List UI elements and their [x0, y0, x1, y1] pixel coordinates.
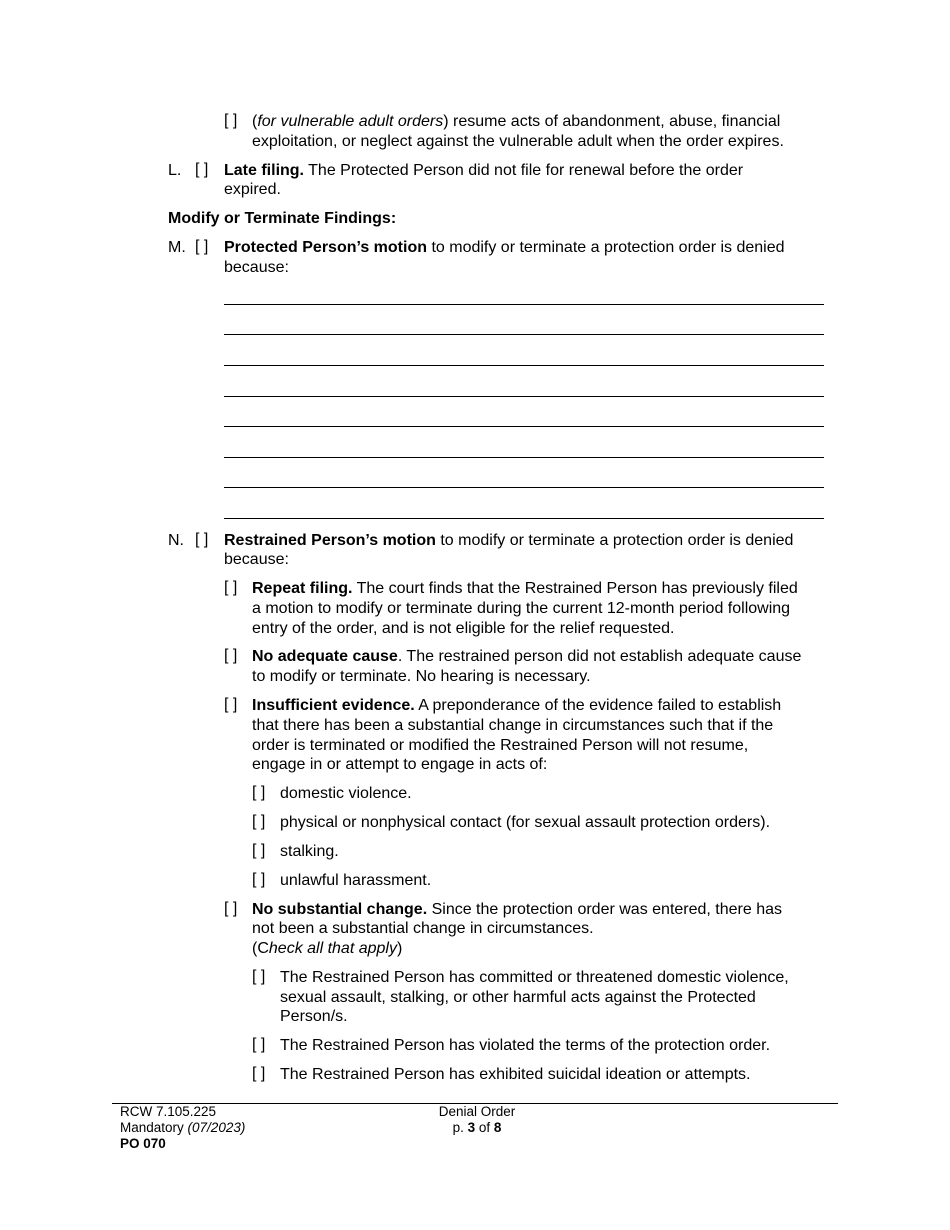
page-of: of	[475, 1120, 494, 1135]
no-cause-text-2: to modify or terminate. No hearing is necessary.	[252, 668, 591, 685]
checkbox[interactable]: [ ]	[195, 161, 209, 178]
option-suicidal: The Restrained Person has exhibited suicidal ideation or attempts.	[280, 1066, 751, 1083]
footer-form-number: PO 070	[120, 1136, 166, 1151]
footer-date: (07/2023)	[187, 1120, 246, 1135]
page-total: 8	[493, 1120, 502, 1135]
insufficient-text-4: engage in or attempt to engage in acts of:	[252, 756, 548, 773]
protected-motion-text	[224, 238, 785, 258]
repeat-filing-text-2: a motion to modify or terminate during the current 12-month period following	[252, 600, 791, 617]
check-all-instruction	[252, 939, 402, 959]
check-prefix: (C	[252, 940, 269, 957]
check-italic: heck all that apply	[268, 940, 397, 957]
option-violated: The Restrained Person has violated the terms of the protection order.	[280, 1037, 771, 1054]
late-filing-text	[224, 161, 743, 181]
vulnerable-italic: for vulnerable adult orders	[257, 113, 444, 130]
section-heading: Modify or Terminate Findings:	[168, 210, 397, 227]
no-change-text	[252, 900, 782, 920]
option-stalking: stalking.	[280, 843, 339, 860]
insufficient-text	[252, 696, 781, 716]
repeat-filing-label: Repeat filing.	[252, 580, 353, 597]
no-cause-text	[252, 647, 801, 667]
blank-line[interactable]	[224, 518, 824, 519]
insufficient-text-2: that there has been a substantial change in circumstances such that if the	[252, 717, 774, 734]
checkbox[interactable]: [ ]	[252, 871, 266, 888]
footer-mandatory-label: Mandatory	[120, 1120, 188, 1135]
late-filing-label: Late filing.	[224, 162, 304, 179]
repeat-filing-text-1: The court finds that the Restrained Person has previously filed	[352, 580, 798, 597]
insufficient-text-1: A preponderance of the evidence failed to establish	[414, 697, 782, 714]
no-change-text-1: Since the protection order was entered, there has	[427, 901, 783, 918]
no-cause-label: No adequate cause	[252, 648, 398, 665]
footer-rcw: RCW 7.105.225	[120, 1104, 217, 1119]
checkbox[interactable]: [ ]	[195, 531, 209, 548]
footer-title: Denial Order	[438, 1104, 516, 1119]
vulnerable-text-2: exploitation, or neglect against the vulnerable adult when the order expires.	[252, 133, 784, 150]
late-filing-text-2: expired.	[224, 181, 281, 198]
no-change-text-2: not been a substantial change in circumstances.	[252, 920, 594, 937]
option-harassment: unlawful harassment.	[280, 872, 432, 889]
checkbox[interactable]: [ ]	[224, 900, 238, 917]
footer-mandatory	[120, 1120, 245, 1136]
footer-left	[120, 1104, 245, 1152]
blank-line[interactable]	[224, 426, 824, 427]
item-letter-m: M.	[168, 239, 186, 256]
footer-center	[437, 1104, 517, 1136]
repeat-filing-text	[252, 579, 798, 599]
blank-line[interactable]	[224, 396, 824, 397]
footer-page	[437, 1120, 517, 1136]
insufficient-label: Insufficient evidence.	[252, 697, 415, 714]
check-suffix: )	[396, 940, 403, 957]
checkbox[interactable]: [ ]	[252, 842, 266, 859]
repeat-filing-text-3: entry of the order, and is not eligible for the relief requested.	[252, 620, 675, 637]
checkbox[interactable]: [ ]	[224, 647, 238, 664]
checkbox[interactable]: [ ]	[224, 696, 238, 713]
checkbox[interactable]: [ ]	[224, 579, 238, 596]
no-cause-text-1: . The restrained person did not establish adequate cause	[397, 648, 802, 665]
restrained-motion-label: Restrained Person’s motion	[224, 532, 436, 549]
checkbox[interactable]: [ ]	[224, 112, 238, 129]
blank-line[interactable]	[224, 365, 824, 366]
item-letter-n: N.	[168, 532, 184, 549]
checkbox[interactable]: [ ]	[252, 1065, 266, 1082]
option-threatened-text-3: Person/s.	[280, 1008, 348, 1025]
restrained-motion-text-2: because:	[224, 551, 289, 568]
option-domestic-violence: domestic violence.	[280, 785, 412, 802]
item-letter-l: L.	[168, 162, 182, 179]
blank-line[interactable]	[224, 304, 824, 305]
late-filing-text-1: The Protected Person did not file for renewal before the order	[304, 162, 744, 179]
vulnerable-adult-text: (for vulnerable adult orders) resume acts of abandonment, abuse, financial	[252, 113, 781, 130]
vulnerable-text-1: ) resume acts of abandonment, abuse, financial	[443, 113, 781, 130]
restrained-motion-text	[224, 531, 793, 551]
insufficient-text-3: order is terminated or modified the Restrained Person will not resume,	[252, 737, 749, 754]
protected-motion-label: Protected Person’s motion	[224, 239, 427, 256]
page-number: 3	[467, 1120, 476, 1135]
option-threatened-text-2: sexual assault, stalking, or other harmful acts against the Protected	[280, 989, 756, 1006]
option-contact: physical or nonphysical contact (for sexual assault protection orders).	[280, 814, 771, 831]
blank-line[interactable]	[224, 334, 824, 335]
no-change-label: No substantial change.	[252, 901, 428, 918]
page-prefix: p.	[452, 1120, 468, 1135]
protected-motion-text-1: to modify or terminate a protection order is denied	[427, 239, 785, 256]
checkbox[interactable]: [ ]	[252, 968, 266, 985]
protected-motion-text-2: because:	[224, 259, 289, 276]
checkbox[interactable]: [ ]	[195, 238, 209, 255]
restrained-motion-text-1: to modify or terminate a protection order is denied	[435, 532, 794, 549]
checkbox[interactable]: [ ]	[252, 784, 266, 801]
blank-line[interactable]	[224, 487, 824, 488]
checkbox[interactable]: [ ]	[252, 813, 266, 830]
option-threatened-text-1: The Restrained Person has committed or threatened domestic violence,	[280, 969, 789, 986]
blank-line[interactable]	[224, 457, 824, 458]
checkbox[interactable]: [ ]	[252, 1036, 266, 1053]
